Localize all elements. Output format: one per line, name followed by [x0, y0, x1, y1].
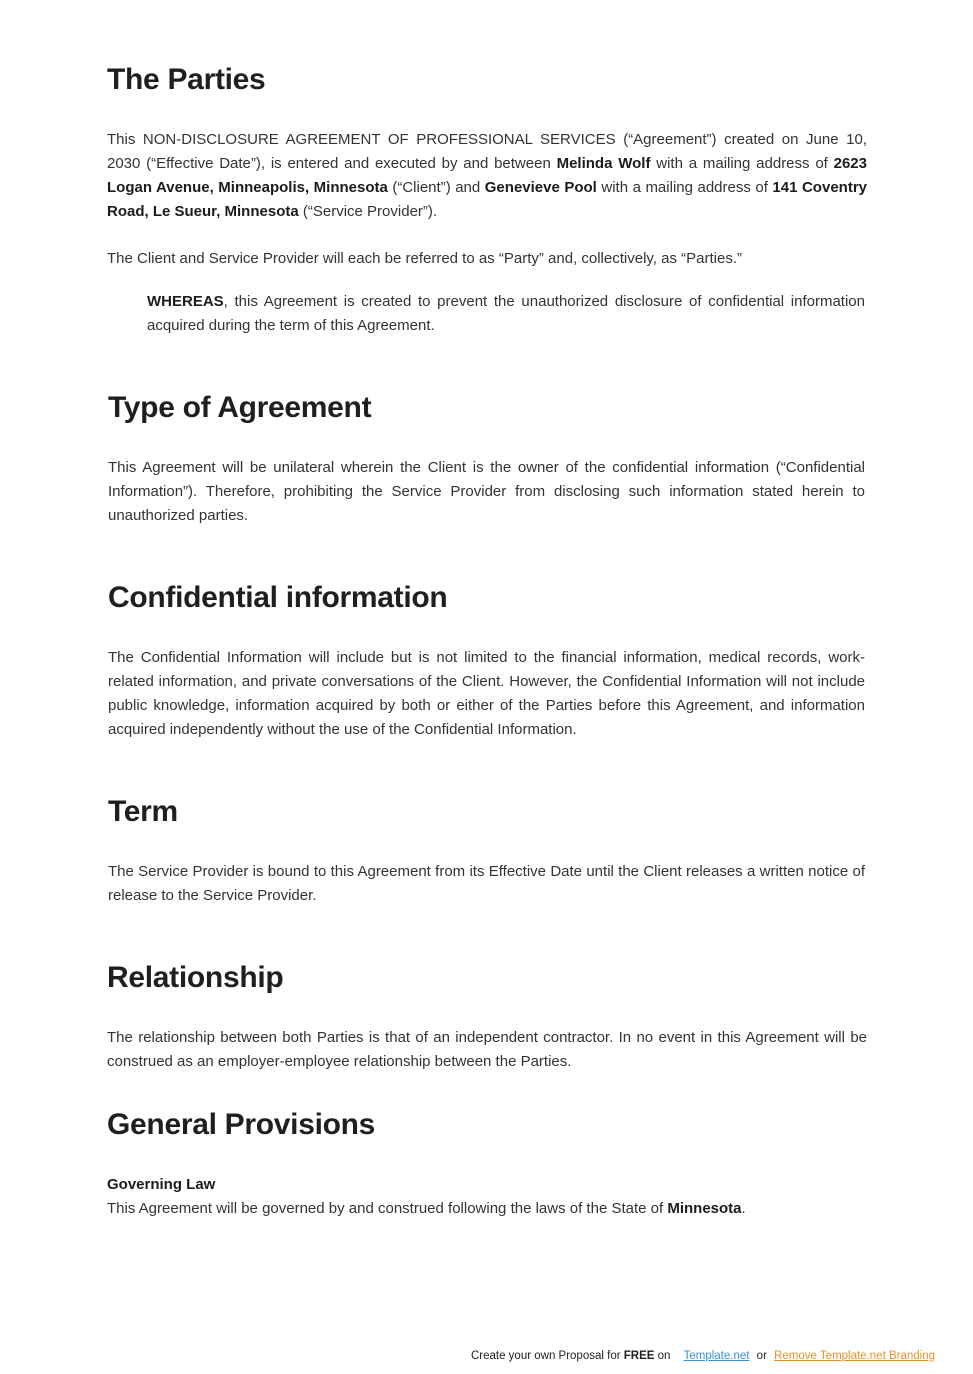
footer-free: FREE [623, 1350, 655, 1362]
parties-paragraph: This NON-DISCLOSURE AGREEMENT OF PROFESSIONAL SERVICES (“Agreement”) created on June 10, 2030 (“Effective Date”), is entered and executed by and between Melinda Wolf with a mailing address of 2623 Logan Avenue, Minneapolis, Minnesota (“Client”) and Genevieve Pool with a mailing address of 141 Coventry Road, Le Sueur, Minnesota (“Service Provider”). [107, 131, 867, 220]
confidential-paragraph: The Confidential Information will include but is not limited to the financial information, medical records, work-related information, and private conversations of the Client. However, the Confidential Information will not include public knowledge, information acquired by both or either of the Parties before this Agreement, and information acquired independently without the use of the Confidential Information. [108, 649, 865, 738]
governing-state: Minnesota [667, 1200, 742, 1217]
footer-text: Create your own Proposal for [470, 1350, 624, 1362]
heading-type-of-agreement: Type of Agreement [108, 391, 372, 424]
template-net-link[interactable]: Template.net [683, 1350, 750, 1362]
footer-text-on: on [654, 1350, 674, 1362]
heading-general-provisions: General Provisions [107, 1108, 376, 1141]
remove-branding-link[interactable]: Remove Template.net Branding [774, 1350, 935, 1362]
provider-name: Genevieve Pool [484, 179, 597, 196]
governing-law-paragraph: This Agreement will be governed by and construed following the laws of the State of Minnesota. [107, 1200, 746, 1217]
relationship-paragraph: The relationship between both Parties is that of an independent contractor. In no event in this Agreement will be construed as an employer-employee relationship between the Parties. [107, 1029, 867, 1070]
provider-address: 141 Coventry Road, Le Sueur, Minnesota [107, 179, 867, 220]
footer-branding [471, 1347, 935, 1365]
heading-the-parties: The Parties [107, 63, 266, 96]
parties-definition-paragraph: The Client and Service Provider will each be referred to as “Party” and, collectively, as “Parties.” [107, 250, 742, 267]
whereas-label: WHEREAS [147, 293, 224, 310]
heading-confidential-information: Confidential information [108, 581, 448, 614]
footer-or: or [756, 1350, 767, 1362]
heading-term: Term [108, 795, 178, 828]
type-paragraph: This Agreement will be unilateral wherein the Client is the owner of the confidential information (“Confidential Information”). Therefore, prohibiting the Service Provider from disclosing such information stated herein to unauthorized parties. [108, 459, 865, 524]
whereas-paragraph: WHEREAS, this Agreement is created to prevent the unauthorized disclosure of confidential information acquired during the term of this Agreement. [147, 293, 865, 334]
heading-relationship: Relationship [107, 961, 284, 994]
client-address: 2623 Logan Avenue, Minneapolis, Minnesota [107, 155, 867, 196]
subheading-governing-law: Governing Law [107, 1176, 216, 1193]
client-name: Melinda Wolf [556, 155, 651, 172]
term-paragraph: The Service Provider is bound to this Agreement from its Effective Date until the Client releases a written notice of release to the Service Provider. [108, 863, 865, 904]
